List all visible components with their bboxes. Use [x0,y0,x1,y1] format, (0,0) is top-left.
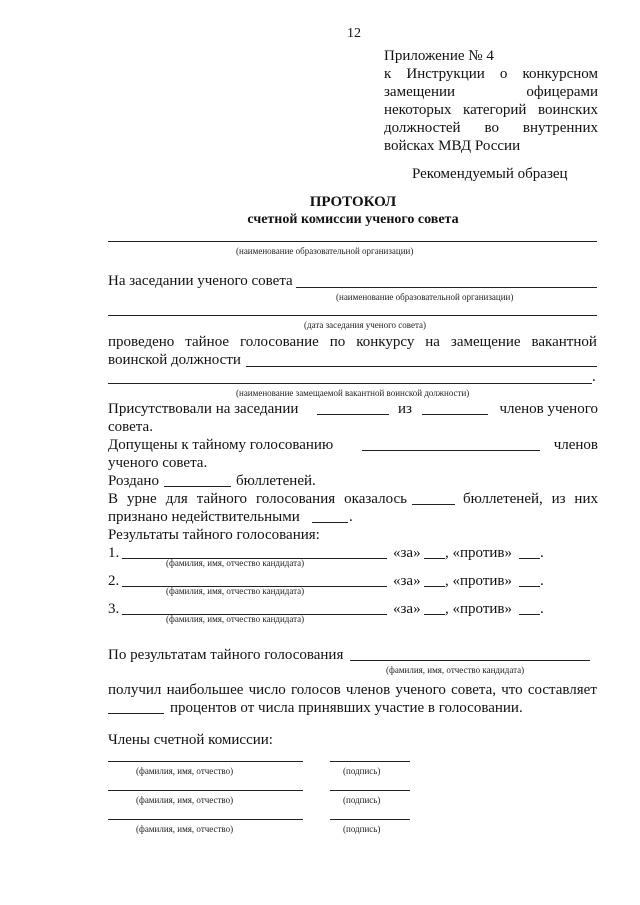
word: голосов [291,682,341,698]
for-count-line[interactable] [424,558,445,559]
present-tail: совета. [108,419,153,435]
word: голосование [239,334,319,350]
word: из [551,491,566,507]
against-label: , «против» [445,601,512,617]
word: воинских [537,102,598,118]
for-label: «за» [393,545,421,561]
member-fio-line[interactable] [108,790,303,791]
word: по [329,334,346,350]
admitted-members: членов [553,437,598,453]
line-dot: . [592,369,596,385]
caption-fio: (фамилия, имя, отчество) [136,766,234,776]
against-label: , «против» [445,545,512,561]
caption-fio-candidate-2: (фамилия, имя, отчество кандидата) [386,665,525,675]
for-count-line[interactable] [424,586,445,587]
word: тайное [185,334,230,350]
word: на [425,334,440,350]
appendix-line-5: войсках МВД России [384,138,521,154]
caption-date: (дата заседания ученого совета) [304,320,427,330]
for-label: «за» [393,573,421,589]
issued-line[interactable] [164,486,231,487]
word: наибольшее [166,682,244,698]
present-of: из [398,401,412,417]
admitted-line[interactable] [362,450,540,451]
org-line[interactable] [108,241,597,242]
word: В [108,491,119,507]
caption-org-2: (наименование образовательной организации) [336,292,514,302]
appendix-line-1 [384,65,598,83]
admitted-label: Допущены к тайному голосованию [108,437,334,453]
word: внутренних [522,120,598,136]
caption-sign: (подпись) [343,795,381,805]
urn-line-2: признано недействительными [108,509,300,525]
word: тайного [196,491,248,507]
member-sign-line[interactable] [330,761,410,762]
members-label: Члены счетной комиссии: [108,732,273,748]
present-label: Присутствовали на заседании [108,401,299,417]
word: во [484,120,499,136]
candidate-num: 1. [108,545,120,561]
appendix-line-4 [384,119,598,137]
word: конкурсу [356,334,415,350]
meeting-label: На заседании ученого совета [108,273,293,289]
urn-line-1 [108,490,407,508]
against-label: , «против» [445,573,512,589]
candidate-num: 3. [108,601,120,617]
issued-tail: бюллетеней. [236,473,316,489]
caption-sign: (подпись) [343,766,381,776]
word: замещение [450,334,521,350]
sample-label: Рекомендуемый образец [412,166,568,182]
present-count-line[interactable] [317,414,389,415]
issued-label: Роздано [108,473,159,489]
admitted-tail: ученого совета. [108,455,208,471]
word: некоторых [384,102,452,118]
word: урне [127,491,157,507]
present-members: членов ученого [499,401,598,417]
word: что [501,682,523,698]
percent-text: процентов от числа принявших участие в голосовании. [170,700,523,716]
for-count-line[interactable] [424,614,445,615]
row-end: . [540,601,544,617]
word: категорий [463,102,527,118]
appendix-line-2 [384,83,598,101]
caption-fio-candidate: (фамилия, имя, отчество кандидата) [166,586,305,596]
against-count-line[interactable] [519,614,540,615]
vote-line-1 [108,333,597,351]
word: проведено [108,334,175,350]
invalid-count-line[interactable] [312,522,348,523]
urn-line-1-tail [463,490,598,508]
caption-fio: (фамилия, имя, отчество) [136,795,234,805]
caption-org: (наименование образовательной организации) [236,246,414,256]
caption-position: (наименование замещаемой вакантной воинской должности) [236,388,470,398]
position-line-1[interactable] [246,366,597,367]
row-end: . [540,573,544,589]
word: вакантной [531,334,597,350]
word: для [165,491,188,507]
word: замещении [384,84,456,100]
word: должностей [384,120,461,136]
date-line[interactable] [108,315,597,316]
urn-line-2-tail: . [349,509,353,525]
word: число [248,682,286,698]
word: членов [345,682,391,698]
member-sign-line[interactable] [330,819,410,820]
word: к [384,66,392,82]
winner-line[interactable] [350,660,590,661]
word: конкурсном [522,66,598,82]
caption-sign: (подпись) [343,824,381,834]
word: получил [108,682,162,698]
against-count-line[interactable] [519,558,540,559]
word: Инструкции [406,66,485,82]
caption-fio-candidate: (фамилия, имя, отчество кандидата) [166,558,305,568]
against-count-line[interactable] [519,586,540,587]
present-total-line[interactable] [422,414,488,415]
word: составляет [527,682,597,698]
member-fio-line[interactable] [108,761,303,762]
document-title: ПРОТОКОЛ [309,194,397,210]
candidate-num: 2. [108,573,120,589]
word: ученого [395,682,446,698]
page-number: 12 [347,26,361,41]
word: о [499,66,508,82]
position-line-2[interactable] [108,383,592,384]
caption-fio: (фамилия, имя, отчество) [136,824,234,834]
by-results-label: По результатам тайного голосования [108,647,344,663]
word: совета, [451,682,497,698]
word: офицерами [526,84,598,100]
urn-count-line[interactable] [412,504,455,505]
word: голосования [256,491,336,507]
caption-fio-candidate: (фамилия, имя, отчество кандидата) [166,614,305,624]
appendix-title: Приложение № 4 [384,48,494,64]
word: бюллетеней, [463,491,543,507]
for-label: «за» [393,601,421,617]
appendix-line-3 [384,101,598,119]
word: них [574,491,598,507]
meeting-org-line[interactable] [296,287,597,288]
member-sign-line[interactable] [330,790,410,791]
results-label: Результаты тайного голосования: [108,527,320,543]
row-end: . [540,545,544,561]
percent-line[interactable] [108,713,164,714]
vote-line-2: воинской должности [108,352,241,368]
document-subtitle: счетной комиссии ученого совета [247,212,459,227]
word: оказалось [344,491,407,507]
received-line [108,681,597,699]
member-fio-line[interactable] [108,819,303,820]
